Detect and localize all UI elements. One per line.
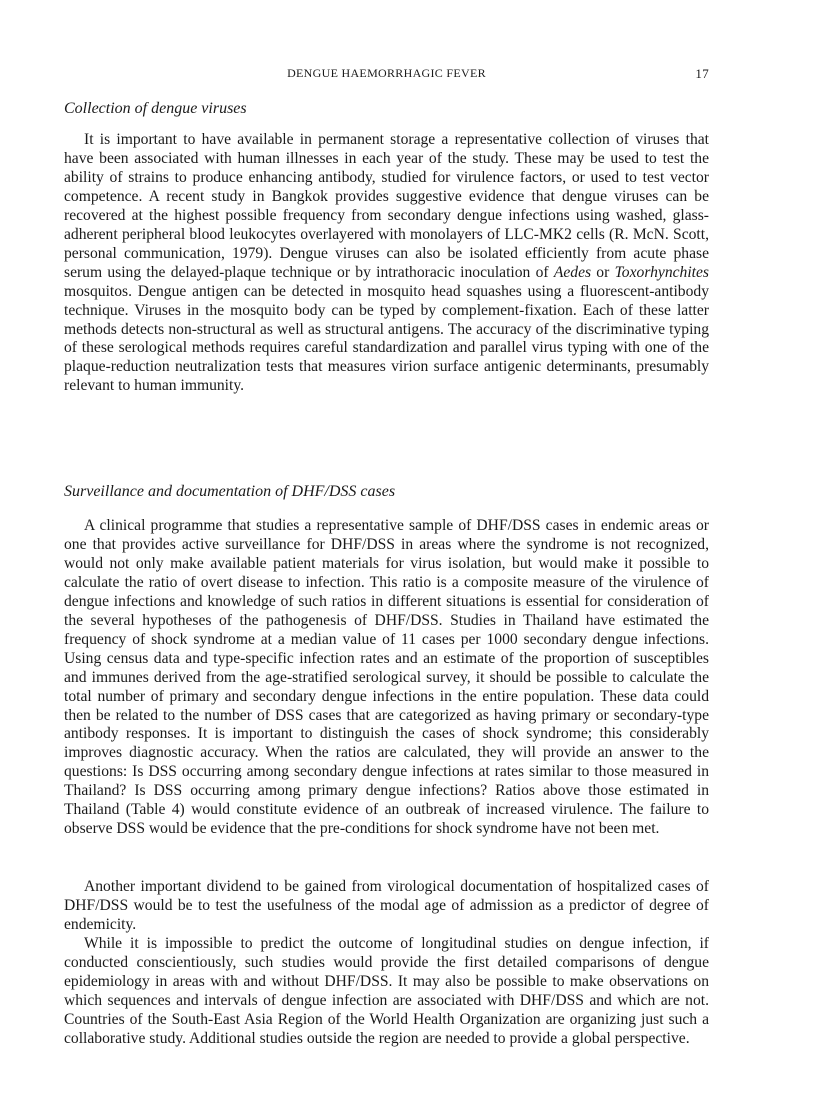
page-number: 17 xyxy=(695,66,709,81)
section-heading-collection: Collection of dengue viruses xyxy=(64,100,247,117)
paragraph-text: mosquitos. Dengue antigen can be detected in mosquito head squashes using a fluorescent-antibody technique. Viruses in the mosquito body can be typed by complement-fixation. Each of these latter methods detects non-structural as well as structural antigens. The accuracy of the discriminative typing of these serological methods requires careful standardization and parallel virus typing with one of the plaque-reduction neutralization tests that measures virion surface antigenic determinants, presumably relevant to human immunity. xyxy=(64,282,709,395)
conjunction-text: or xyxy=(591,263,615,281)
paragraph-surveillance-2: Another important dividend to be gained from virological documentation of hospitalized cases of DHF/DSS would be to test the usefulness of the modal age of admission as a predictor of degree of endemicity. xyxy=(64,878,709,933)
paragraph-surveillance-1: A clinical programme that studies a representative sample of DHF/DSS cases in endemic areas or one that provides active surveillance for DHF/DSS in areas where the syndrome is not recognized, would not only make available patient materials for virus isolation, but would make it possible to calculate the ratio of overt disease to infection. This ratio is a composite measure of the virulence of dengue infections and knowledge of such ratios in different situations is essential for consideration of the several hypotheses of the pathogenesis of DHF/DSS. Studies in Thailand have estimated the frequency of shock syndrome at a median value of 11 cases per 1000 secondary dengue infections. Using census data and type-specific infection rates and an estimate of the proportion of susceptibles and immunes derived from the age-stratified serological survey, it should be possible to calculate the total number of primary and secondary dengue infections in the entire population. These data could then be related to the number of DSS cases that are categorized as having primary or secondary-type antibody responses. It is important to distinguish the cases of shock syndrome; this considerably improves diagnostic accuracy. When the ratios are calculated, they will provide an answer to the questions: Is DSS occurring among secondary dengue infections at rates similar to those measured in Thailand? Is DSS occurring among primary dengue infections? Ratios above those estimated in Thailand (Table 4) would constitute evidence of an outbreak of increased virulence. The failure to observe DSS would be evidence that the pre-conditions for shock syndrome have not been met. xyxy=(64,517,709,838)
running-header xyxy=(64,66,709,84)
species-name-aedes: Aedes xyxy=(553,263,592,281)
paragraph-collection xyxy=(64,131,709,396)
species-name-toxorhynchites: Toxorhynchites xyxy=(614,263,709,281)
paragraph-text: It is important to have available in permanent storage a representative collection of viruses that have been associated with human illnesses in each year of the study. These may be used to test the ability of strains to produce enhancing antibody, studied for virulence factors, or used to test vector competence. A recent study in Bangkok provides suggestive evidence that dengue viruses can be recovered at the highest possible frequency from secondary dengue infections using washed, glass-adherent peripheral blood leukocytes overlayered with monolayers of LLC-MK2 cells (R. McN. Scott, personal communication, 1979). Dengue viruses can also be isolated efficiently from acute phase serum using the delayed-plaque technique or by intrathoracic inoculation of xyxy=(64,131,709,281)
section-heading-surveillance: Surveillance and documentation of DHF/DSS cases xyxy=(64,483,396,500)
paragraph-surveillance-3: While it is impossible to predict the outcome of longitudinal studies on dengue infection, if conducted conscientiously, such studies would provide the first detailed comparisons of dengue epidemiology in areas with and without DHF/DSS. It may also be possible to make observations on which sequences and intervals of dengue infection are associated with DHF/DSS and which are not. Countries of the South-East Asia Region of the World Health Organization are organizing just such a collaborative study. Additional studies outside the region are needed to provide a global perspective. xyxy=(64,935,709,1047)
running-title: DENGUE HAEMORRHAGIC FEVER xyxy=(287,66,486,80)
